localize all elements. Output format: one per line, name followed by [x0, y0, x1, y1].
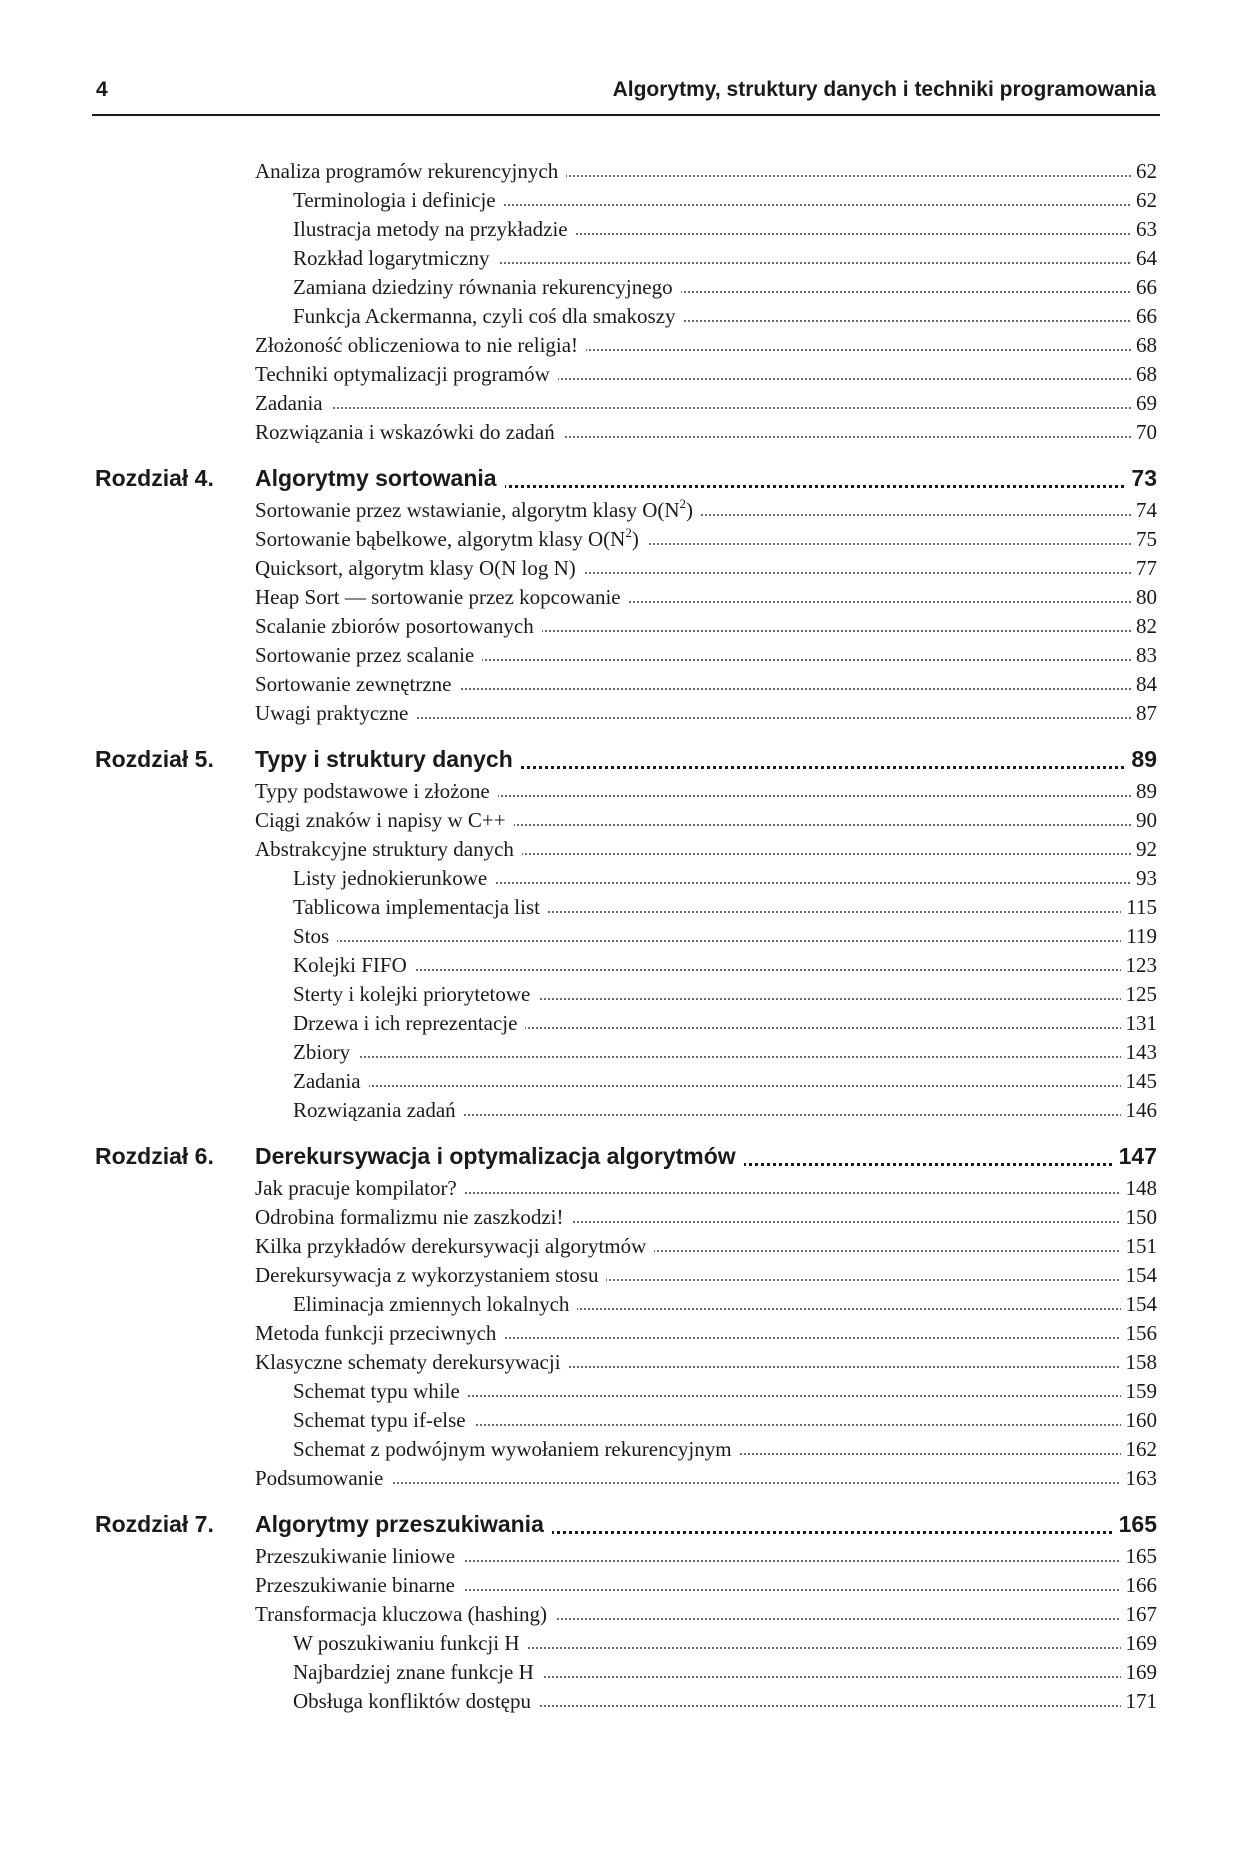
toc-entry-title: Przeszukiwanie liniowe	[255, 1544, 463, 1569]
toc-page-number: 63	[1131, 217, 1157, 242]
toc-entry-title: W poszukiwaniu funkcji H	[293, 1631, 528, 1656]
toc-entry	[0, 1541, 1244, 1570]
toc-page-number: 75	[1131, 527, 1157, 552]
toc-page-number: 156	[1121, 1321, 1158, 1346]
toc-entry-title: Tablicowa implementacja list	[293, 895, 548, 920]
toc-entry-title: Ilustracja metody na przykładzie	[293, 217, 576, 242]
toc-entry	[0, 1686, 1244, 1715]
toc-entry-title: Terminologia i definicje	[293, 188, 504, 213]
toc-entry-title: Sortowanie zewnętrzne	[255, 672, 460, 697]
toc-entry	[0, 1570, 1244, 1599]
toc-page-number: 154	[1121, 1292, 1158, 1317]
toc-entry	[0, 1463, 1244, 1492]
running-title: Algorytmy, struktury danych i techniki programowania	[612, 78, 1156, 101]
toc-page-number: 165	[1121, 1544, 1158, 1569]
toc-entry	[0, 1434, 1244, 1463]
toc-entry-title: Kolejki FIFO	[293, 953, 415, 978]
toc-entry	[0, 388, 1244, 417]
toc-entry-title: Klasyczne schematy derekursywacji	[255, 1350, 569, 1375]
toc-entry-title: Rozwiązania zadań	[293, 1098, 464, 1123]
toc-entry	[0, 1599, 1244, 1628]
toc-entry	[0, 698, 1244, 727]
toc-entry-title: Sortowanie przez scalanie	[255, 643, 482, 668]
dot-leader	[296, 938, 1154, 942]
toc-entry	[0, 301, 1244, 330]
toc-entry	[0, 1095, 1244, 1124]
toc-page-number: 145	[1121, 1069, 1158, 1094]
toc-page-number: 167	[1121, 1602, 1158, 1627]
toc-entry-title: Eliminacja zmiennych lokalnych	[293, 1292, 577, 1317]
table-of-contents	[0, 156, 1244, 1715]
toc-entry	[0, 950, 1244, 979]
toc-entry	[0, 1318, 1244, 1347]
toc-entry-title: Zamiana dziedziny równania rekurencyjnego	[293, 275, 681, 300]
toc-entry-title: Zbiory	[293, 1040, 358, 1065]
page-number: 4	[96, 78, 108, 101]
toc-entry-title: Odrobina formalizmu nie zaszkodzi!	[255, 1205, 571, 1230]
running-header	[92, 70, 1160, 116]
toc-entry-title: Quicksort, algorytm klasy O(N log N)	[255, 556, 584, 581]
toc-chapter-5	[0, 743, 1244, 776]
toc-page-number: 90	[1131, 808, 1157, 833]
toc-page-number: 66	[1131, 275, 1157, 300]
toc-entry-title: Zadania	[293, 1069, 369, 1094]
toc-entry-title: Stos	[293, 924, 337, 949]
toc-entry-title: Uwagi praktyczne	[255, 701, 416, 726]
dot-leader	[258, 405, 1154, 409]
toc-page-number: 163	[1121, 1466, 1158, 1491]
toc-entry-title: Przeszukiwanie binarne	[255, 1573, 463, 1598]
toc-page-number: 146	[1121, 1098, 1158, 1123]
toc-entry	[0, 417, 1244, 446]
toc-entry	[0, 1037, 1244, 1066]
toc-entry-title: Sortowanie przez wstawianie, algorytm klasy $O(N^2)$	[255, 498, 701, 523]
toc-entry	[0, 1657, 1244, 1686]
toc-page-number: 92	[1131, 837, 1157, 862]
chapter-page-number: 147	[1114, 1143, 1157, 1170]
toc-entry-title: Funkcja Ackermanna, czyli coś dla smakoszy	[293, 304, 684, 329]
toc-page-number: 171	[1121, 1689, 1158, 1714]
toc-entry-title: Derekursywacja z wykorzystaniem stosu	[255, 1263, 606, 1288]
toc-entry	[0, 1289, 1244, 1318]
toc-entry	[0, 359, 1244, 388]
toc-entry	[0, 863, 1244, 892]
toc-page-number: 77	[1131, 556, 1157, 581]
toc-page-number: 89	[1131, 779, 1157, 804]
toc-page-number: 62	[1131, 159, 1157, 184]
toc-page-number: 166	[1121, 1573, 1158, 1598]
dot-leader	[296, 967, 1154, 971]
chapter-title: Algorytmy sortowania	[255, 465, 505, 492]
dot-leader	[258, 1480, 1154, 1484]
toc-entry	[0, 1173, 1244, 1202]
toc-entry-title: Obsługa konfliktów dostępu	[293, 1689, 539, 1714]
toc-entry-title: Sterty i kolejki priorytetowe	[293, 982, 538, 1007]
toc-entry-title: Rozwiązania i wskazówki do zadań	[255, 420, 563, 445]
toc-entry	[0, 243, 1244, 272]
toc-page-number: 158	[1121, 1350, 1158, 1375]
chapter-page-number: 165	[1114, 1511, 1157, 1538]
dot-leader	[296, 1083, 1154, 1087]
toc-entry	[0, 495, 1244, 524]
toc-entry	[0, 1405, 1244, 1434]
toc-entry	[0, 1628, 1244, 1657]
toc-entry	[0, 921, 1244, 950]
toc-page-number: 82	[1131, 614, 1157, 639]
toc-entry	[0, 1202, 1244, 1231]
chapter-title: Derekursywacja i optymalizacja algorytmów	[255, 1143, 744, 1170]
toc-entry	[0, 640, 1244, 669]
toc-entry	[0, 524, 1244, 553]
chapter-page-number: 73	[1126, 465, 1157, 492]
toc-entry-title: Podsumowanie	[255, 1466, 391, 1491]
toc-entry-title: Jak pracuje kompilator?	[255, 1176, 465, 1201]
toc-page-number: 160	[1121, 1408, 1158, 1433]
toc-page-number: 154	[1121, 1263, 1158, 1288]
toc-entry-title: Scalanie zbiorów posortowanych	[255, 614, 542, 639]
toc-page-number: 148	[1121, 1176, 1158, 1201]
toc-entry	[0, 776, 1244, 805]
toc-page-number: 70	[1131, 420, 1157, 445]
toc-entry	[0, 1231, 1244, 1260]
toc-entry	[0, 272, 1244, 301]
toc-page-number: 162	[1121, 1437, 1158, 1462]
toc-chapter-4	[0, 462, 1244, 495]
toc-entry	[0, 1008, 1244, 1037]
toc-entry-title: Schemat typu if-else	[293, 1408, 474, 1433]
toc-entry-title: Najbardziej znane funkcje H	[293, 1660, 542, 1685]
toc-entry-title: Listy jednokierunkowe	[293, 866, 495, 891]
toc-entry-title: Metoda funkcji przeciwnych	[255, 1321, 504, 1346]
toc-entry	[0, 892, 1244, 921]
toc-entry-title: Zadania	[255, 391, 331, 416]
chapter-title: Typy i struktury danych	[255, 746, 521, 773]
dot-leader	[296, 1054, 1154, 1058]
toc-entry-title: Heap Sort — sortowanie przez kopcowanie	[255, 585, 629, 610]
toc-entry-title: Rozkład logarytmiczny	[293, 246, 498, 271]
chapter-label: Rozdział 6.	[95, 1143, 214, 1169]
toc-entry-title: Techniki optymalizacji programów	[255, 362, 558, 387]
chapter-label: Rozdział 7.	[95, 1511, 214, 1537]
toc-page-number: 123	[1121, 953, 1158, 978]
toc-chapter-7	[0, 1508, 1244, 1541]
toc-entry	[0, 1347, 1244, 1376]
toc-page-number: 143	[1121, 1040, 1158, 1065]
chapter-label: Rozdział 4.	[95, 465, 214, 491]
toc-page-number: 64	[1131, 246, 1157, 271]
toc-page-number: 150	[1121, 1205, 1158, 1230]
toc-entry-title: Abstrakcyjne struktury danych	[255, 837, 522, 862]
toc-page-number: 159	[1121, 1379, 1158, 1404]
toc-entry	[0, 156, 1244, 185]
toc-chapter-6	[0, 1140, 1244, 1173]
toc-entry	[0, 330, 1244, 359]
toc-entry-title: Transformacja kluczowa (hashing)	[255, 1602, 555, 1627]
toc-page-number: 125	[1121, 982, 1158, 1007]
toc-entry-title: Schemat z podwójnym wywołaniem rekurencyjnym	[293, 1437, 740, 1462]
toc-entry	[0, 553, 1244, 582]
toc-page-number: 115	[1121, 895, 1157, 920]
toc-entry	[0, 805, 1244, 834]
toc-entry-title: Typy podstawowe i złożone	[255, 779, 498, 804]
toc-page-number: 87	[1131, 701, 1157, 726]
toc-entry	[0, 1376, 1244, 1405]
toc-entry-title: Drzewa i ich reprezentacje	[293, 1011, 525, 1036]
toc-page-number: 169	[1121, 1631, 1158, 1656]
toc-page-number: 74	[1131, 498, 1157, 523]
toc-entry-title: Ciągi znaków i napisy w C++	[255, 808, 514, 833]
toc-entry-title: Sortowanie bąbelkowe, algorytm klasy $O(N^2)$	[255, 527, 647, 552]
toc-entry-title: Schemat typu while	[293, 1379, 468, 1404]
toc-page-number: 83	[1131, 643, 1157, 668]
toc-page-number: 66	[1131, 304, 1157, 329]
toc-entry-title: Kilka przykładów derekursywacji algorytmów	[255, 1234, 654, 1259]
toc-entry	[0, 1260, 1244, 1289]
toc-page-number: 62	[1131, 188, 1157, 213]
toc-page-number: 84	[1131, 672, 1157, 697]
toc-entry	[0, 214, 1244, 243]
toc-page-number: 151	[1121, 1234, 1158, 1259]
chapter-page-number: 89	[1126, 746, 1157, 773]
toc-page-number: 119	[1121, 924, 1157, 949]
toc-entry	[0, 611, 1244, 640]
toc-page-number: 131	[1121, 1011, 1158, 1036]
chapter-title: Algorytmy przeszukiwania	[255, 1511, 552, 1538]
toc-entry-title: Analiza programów rekurencyjnych	[255, 159, 566, 184]
toc-page-number: 68	[1131, 333, 1157, 358]
toc-entry	[0, 1066, 1244, 1095]
toc-entry	[0, 669, 1244, 698]
toc-entry	[0, 979, 1244, 1008]
toc-page-number: 93	[1131, 866, 1157, 891]
toc-page-number: 80	[1131, 585, 1157, 610]
toc-page-number: 68	[1131, 362, 1157, 387]
toc-entry	[0, 185, 1244, 214]
toc-entry	[0, 582, 1244, 611]
toc-page-number: 169	[1121, 1660, 1158, 1685]
chapter-label: Rozdział 5.	[95, 746, 214, 772]
toc-entry-title: Złożoność obliczeniowa to nie religia!	[255, 333, 586, 358]
toc-entry	[0, 834, 1244, 863]
toc-page-number: 69	[1131, 391, 1157, 416]
